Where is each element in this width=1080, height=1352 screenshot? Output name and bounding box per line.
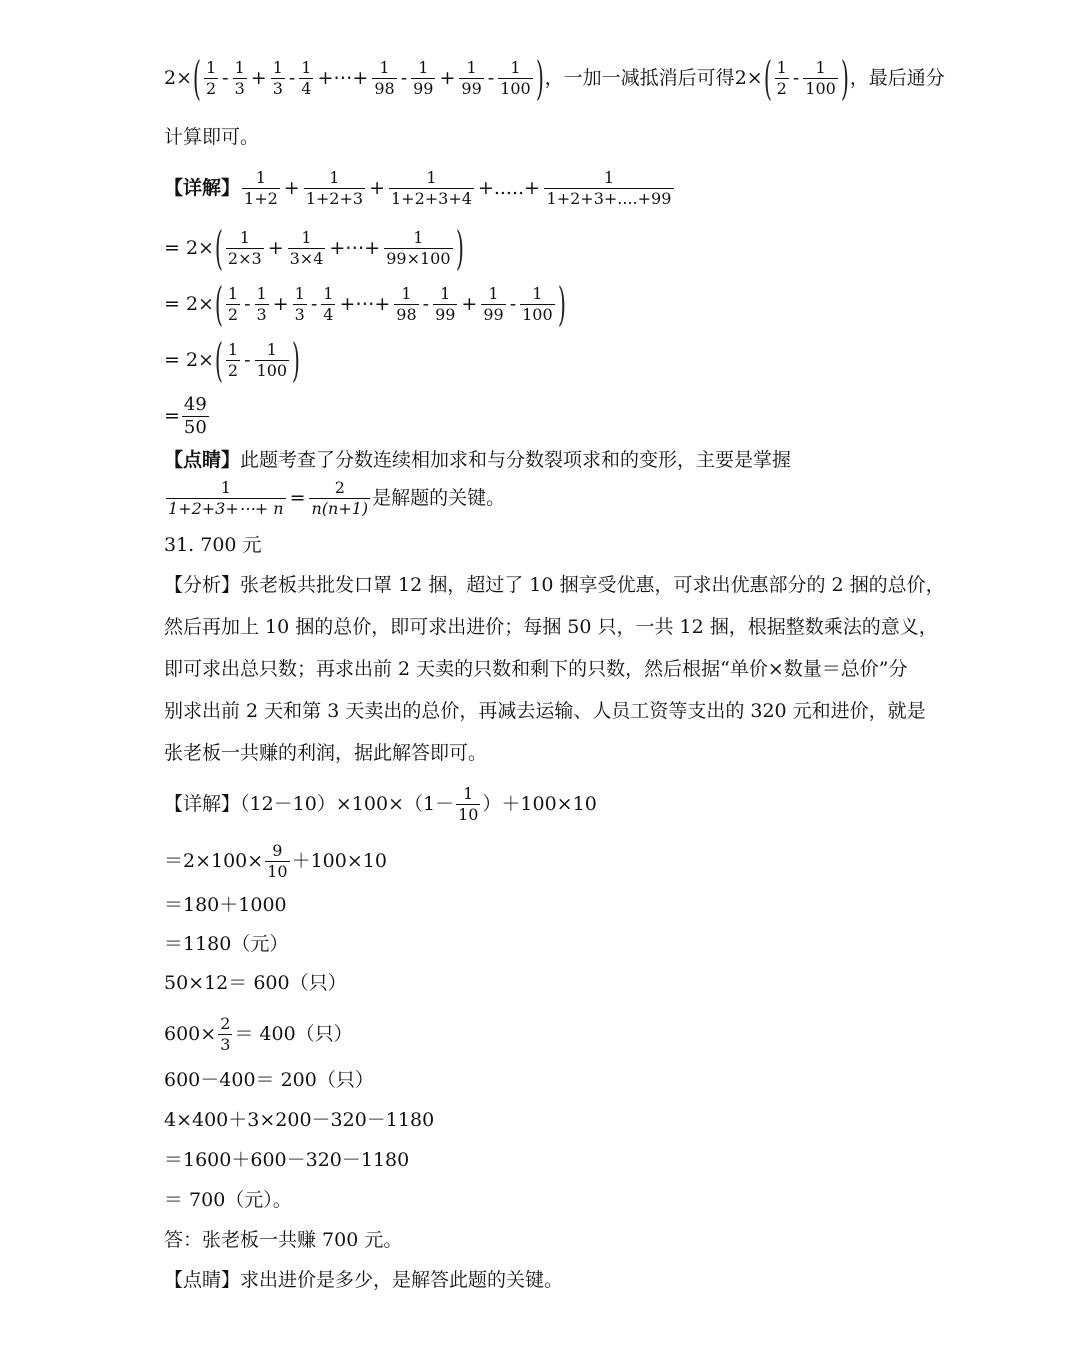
fraction: $\frac{1}{1+2+3+....+99}$	[544, 170, 674, 208]
fraction: $\frac{49}{50}$	[183, 394, 207, 438]
close-paren: )	[840, 51, 849, 105]
step-line: ＝180＋1000	[164, 894, 287, 916]
formula-line: $\frac{1}{1+2+3+\cdots+ n}$ = $\frac{2}{n(n+1)}$ 是解题的关键。	[168, 478, 506, 518]
explanation-text: ，最后通分	[849, 67, 945, 90]
analysis-line: 张老板一共赚的利润，据此解答即可。	[164, 742, 488, 764]
step-line: ＝2×100× $\frac{9}{10}$ ＋100×10	[164, 841, 387, 881]
fraction: $\frac{1}{100}$	[256, 339, 288, 380]
fraction: $\frac{1}{100}$	[522, 283, 553, 324]
step-line: ＝ 700（元）。	[164, 1189, 292, 1211]
fraction: $\frac{1}{99}$	[461, 57, 482, 98]
close-paren: )	[557, 277, 566, 331]
fraction: $\frac{1}{2}$	[205, 57, 217, 98]
open-paren: (	[214, 221, 223, 275]
fraction: $\frac{1}{1+2+3+\cdots+ n}$	[168, 478, 284, 518]
analysis-line: 然后再加上 10 捆的总价，即可求出进价；每捆 50 只，一共 12 捆，根据整数乘法的意义，	[164, 616, 938, 638]
open-paren: (	[214, 277, 223, 331]
tip-line: 【点睛】求出进价是多少，是解答此题的关键。	[164, 1269, 564, 1291]
fraction: $\frac{1}{1+2+3+4}$	[390, 168, 472, 208]
detail-sum-line: 【详解】 $\frac{1}{1+2}$ + $\frac{1}{1+2+3}$ + $\frac{1}{1+2+3+4}$ +.....+ $\frac{1}{1+2+3+....+99}$	[164, 170, 676, 208]
close-paren: )	[455, 221, 464, 275]
coef-text: 2×	[734, 67, 763, 90]
detail-line: 【详解】（12－10）×100×（1－ $\frac{1}{10}$ ）＋100×10	[164, 784, 597, 824]
fraction: $\frac{1}{3}$	[272, 57, 283, 98]
fraction: $\frac{1}{3}$	[256, 283, 267, 324]
close-paren: )	[292, 333, 301, 387]
fraction: $\frac{1}{2}$	[227, 339, 239, 380]
open-paren: (	[763, 51, 772, 105]
fraction: $\frac{1}{1+2}$	[244, 168, 278, 208]
fraction: $\frac{1}{99}$	[413, 57, 434, 98]
open-paren: (	[192, 51, 202, 105]
fraction: $\frac{1}{100}$	[805, 57, 836, 98]
tip-line: 【点睛】 此题考查了分数连续相加求和与分数裂项求和的变形，主要是掌握	[164, 449, 792, 471]
fraction: $\frac{1}{2}$	[227, 283, 239, 324]
analysis-line: 别求出前 2 天和第 3 天卖出的总价，再减去运输、人员工资等支出的 320 元和进价，就是	[164, 700, 926, 722]
step-line: ＝1180（元）	[164, 933, 289, 955]
section-tag: 【点睛】	[164, 449, 241, 471]
fraction: $\frac{1}{99\times 100}$	[386, 227, 451, 268]
fraction: $\frac{1}{98}$	[374, 57, 395, 98]
line-telescoping-form: 2× ( $\frac{1}{2}$ - $\frac{1}{3}$ + $\frac{1}{3}$ - $\frac{1}{4}$ +⋯+ $\frac{1}{98}$ - $\frac{1}{99}$ + $\frac{1}{99}$ - $\frac{1}{100}$ ) ，一加一减抵消后可得 2× ( $\frac{1}{2}$ - $\frac{1}{100}$ ) ，最后通分	[164, 51, 945, 105]
fraction: $\frac{1}{99}$	[435, 283, 456, 324]
step-line: 4×400＋3×200－320－1180	[164, 1109, 435, 1131]
fraction: $\frac{1}{3}$	[294, 283, 305, 324]
coef-text: 2×	[164, 67, 193, 90]
fraction: $\frac{1}{99}$	[483, 283, 504, 324]
fraction: $\frac{2}{n(n+1)}$	[311, 478, 369, 518]
analysis-line: 即可求出总只数；再求出前 2 天卖的只数和剩下的只数，然后根据“单价×数量＝总价”分	[164, 658, 908, 680]
step-line: = 2× ( $\frac{1}{2\times 3}$ + $\frac{1}{3\times 4}$ +⋯+ $\frac{1}{99\times 100}$ )	[164, 221, 464, 275]
close-paren: )	[535, 51, 544, 105]
answer-line: 答：张老板一共赚 700 元。	[164, 1229, 403, 1251]
fraction: $\frac{1}{10}$	[458, 784, 479, 824]
question-number: 31. 700 元	[164, 534, 262, 556]
step-line: 50×12＝ 600（只）	[164, 972, 347, 994]
fraction: $\frac{9}{10}$	[267, 841, 288, 881]
step-line: 600× $\frac{2}{3}$ ＝ 400（只）	[164, 1014, 353, 1054]
open-paren: (	[214, 333, 223, 387]
explanation-text: ，一加一减抵消后可得	[544, 67, 735, 90]
fraction: $\frac{1}{100}$	[500, 57, 531, 98]
fraction: $\frac{1}{3}$	[234, 57, 245, 98]
step-line: 600－400＝ 200（只）	[164, 1069, 374, 1091]
result-line: = $\frac{49}{50}$	[164, 394, 207, 438]
fraction: $\frac{1}{4}$	[301, 57, 312, 98]
step-line: = 2× ( $\frac{1}{2}$ - $\frac{1}{100}$ )	[164, 333, 301, 387]
fraction: $\frac{2}{3}$	[220, 1014, 231, 1054]
text-line: 计算即可。	[164, 126, 260, 148]
step-line: = 2× ( $\frac{1}{2}$ - $\frac{1}{3}$ + $\frac{1}{3}$ - $\frac{1}{4}$ +⋯+ $\frac{1}{98}$ - $\frac{1}{99}$ + $\frac{1}{99}$ - $\frac{1}{100}$ )	[164, 277, 566, 331]
fraction: $\frac{1}{3\times 4}$	[289, 227, 324, 268]
section-tag: 【详解】	[164, 177, 241, 200]
step-line: ＝1600＋600－320－1180	[164, 1149, 410, 1171]
fraction: $\frac{1}{1+2+3}$	[305, 168, 364, 208]
fraction: $\frac{1}{98}$	[396, 283, 417, 324]
fraction: $\frac{1}{4}$	[323, 283, 334, 324]
fraction: $\frac{1}{2}$	[776, 57, 787, 98]
analysis-line: 【分析】张老板共批发口罩 12 捆，超过了 10 捆享受优惠，可求出优惠部分的 2 捆的总价，	[164, 574, 945, 596]
fraction: $\frac{1}{2\times 3}$	[227, 227, 262, 268]
